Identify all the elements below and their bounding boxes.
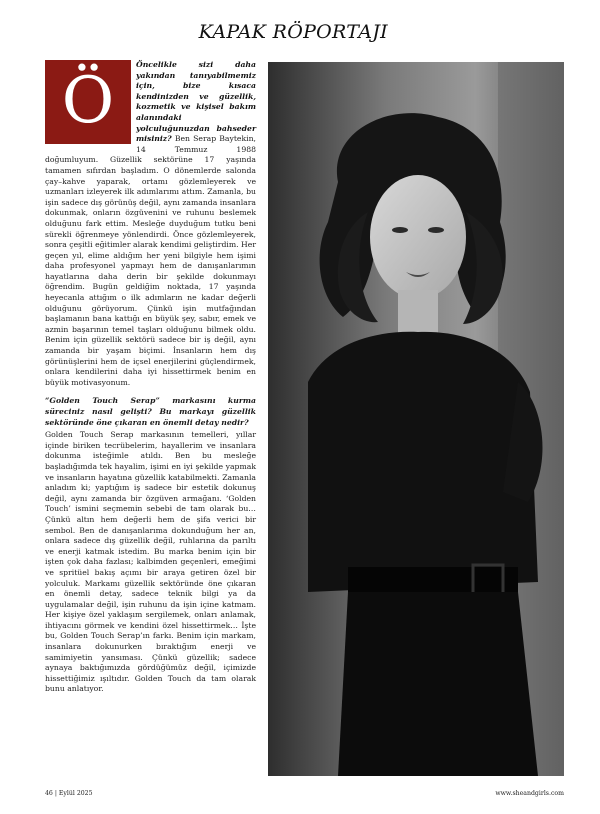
question-2: “Golden Touch Serap” markasını kurma süreciniz nasıl gelişti? Bu markayı güzellik sektöründe öne çıkaran en önemli detay nedir? [45, 396, 256, 427]
article-body [45, 60, 256, 695]
website-url[interactable]: www.sheandgirls.com [495, 790, 564, 797]
portrait-photo [268, 62, 564, 776]
question-1: Öncelikle sizi daha yakından tanıyabilmemiz için, bize kısaca kendinizden ve güzellik, kozmetik ve kişisel bakım alanındaki yolculuğunuzdan bahseder misiniz? [136, 60, 256, 144]
section-title: KAPAK RÖPORTAJI [198, 21, 388, 43]
portrait-illustration [268, 62, 564, 776]
answer-2: Golden Touch Serap markasının temelleri, yıllar içinde biriken tecrübelerim, hayallerim ve insanlara dokunma isteğimle atıldı. Ben bu mesleğe başladığımda tek hayalim, işimi en iyi şekilde yapmak ve insanların hayatına güzellik katabilmekti. Zamanla anladım ki; yaptığım iş sadece bir estetik dokunuş değil, aynı zamanda bir özgüven armağanı. ‘Golden Touch’ ismini seçmemin sebebi de tam olarak bu… Çünkü altın hem değerli hem de şifa verici bir sembol. Ben de danışanlarıma dokunduğum her an, onlara sadece dış güzellik değil, ruhlarına da parıltı ve enerji katmak istedim. Bu marka benim için bir işten çok daha fazlası; kalbimden geçenleri, emeğimi ve spritüel bakış açımı bir araya getiren özel bir yolculuk. Markamı güzellik sektöründe öne çıkaran en önemli detay, sadece teknik bilgi ya da uygulamalar değil, işin ruhunu da işin içine katmam. Her kişiye özel yaklaşım sergilemek, onları anlamak, ihtiyacını görmek ve kendini özel hissettirmek… İşte bu, Golden Touch Serap’ın farkı. Benim için markam, insanlara dokunurken bıraktığım enerji ve samimiyetin yansıması. Çünkü güzellik; sadece aynaya baktığımızda gördüğümüz değil, içimizde hissettiğimiz ışıltıdır. Golden Touch da tam olarak bunu anlatıyor. [45, 430, 256, 694]
drop-cap: Ö [45, 60, 131, 144]
answer-1: Ben Serap Baytekin, 14 Temmuz 1988 doğumluyum. Güzellik sektörüne 17 yaşında tamamen sıfırdan başladım. O dönemlerde salonda çay–kahve yaparak, ortamı gözlemleyerek ve uzmanları izleyerek ilk adımlarımı attım. Zamanla, bu işin sadece dış görünüş değil, aynı zamanda insanlara dokunmak, onların özgüvenini ve ruhunu beslemek olduğunu fark ettim. Mesleğe duyduğum tutku beni sürekli öğrenmeye yönlendirdi. Önce gözlemleyerek, sonra çeşitli eğitimler alarak kendimi geliştirdim. Her geçen yıl, elime aldığım her yeni bilgiyle hem işimi daha profesyonel yapmayı hem de danışanlarımın hayatlarına daha derin bir şekilde dokunmayı öğrendim. Bugün geldiğim noktada, 17 yaşında heyecanla attığım o ilk adımların ne kadar değerli olduğunu görüyorum. Çünkü işin mutfağından başlamanın bana kattığı en büyük şey, sabır, emek ve azmin başarının temel taşları olduğunu bilmek oldu. Benim için güzellik sektörü sadece bir iş değil, aynı zamanda bir yaşam biçimi. İnsanların hem dış görünüşlerini hem de içsel enerjilerini güçlendirmek, onlara kendilerini daha iyi hissettirmek benim en büyük motivasyonum. [45, 134, 256, 387]
page-number: 46 | Eylül 2025 [45, 790, 93, 797]
